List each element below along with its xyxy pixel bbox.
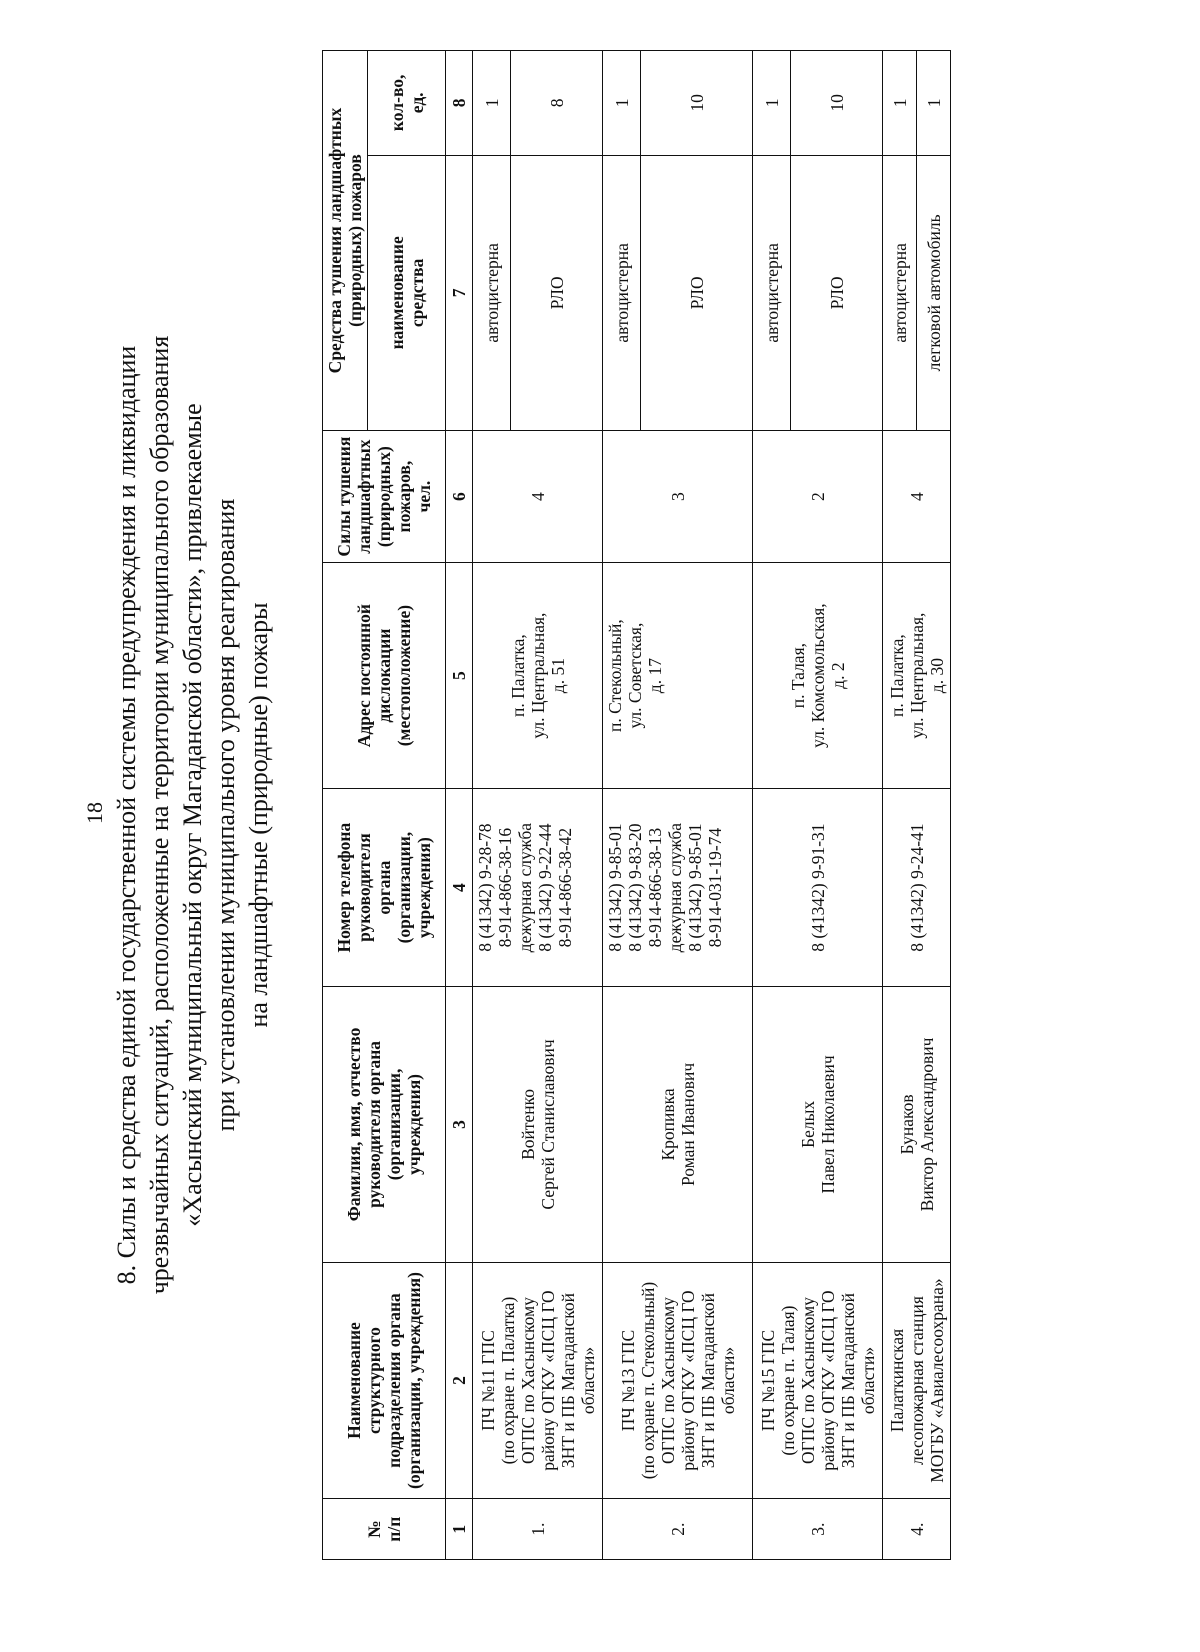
row-address: п. Палатка, ул. Центральная, д. 30 xyxy=(883,563,951,789)
title-line: «Хасынский муниципальный округ Магаданской области», привлекаемые xyxy=(178,403,207,1227)
row-phone: 8 (41342) 9-28-78 8-914-866-38-16 дежурная служба 8 (41342) 9-22-44 8-914-866-38-42 xyxy=(473,789,603,987)
row-means-name: РЛО xyxy=(791,155,883,430)
column-number: 3 xyxy=(446,987,473,1262)
row-means-name: автоцистерна xyxy=(473,155,511,430)
row-means-qty: 10 xyxy=(791,51,883,156)
table-row xyxy=(603,51,641,1560)
header-phone: Номер телефона руководителя органа (организации, учреждения) xyxy=(323,789,446,987)
page-number: 18 xyxy=(82,802,107,824)
row-means-qty: 1 xyxy=(753,51,791,156)
column-number: 4 xyxy=(446,789,473,987)
header-forces: Силы тушения ландшафтных (природных) пожаров, чел. xyxy=(323,431,446,563)
column-number: 2 xyxy=(446,1262,473,1499)
column-number: 1 xyxy=(446,1499,473,1560)
row-means-qty: 1 xyxy=(603,51,641,156)
row-forces: 3 xyxy=(603,431,753,563)
table-row xyxy=(473,51,511,1560)
title-line: чрезвычайных ситуаций, расположенные на территории муниципального образования xyxy=(145,335,174,1295)
row-means-name: РЛО xyxy=(511,155,603,430)
row-forces: 2 xyxy=(753,431,883,563)
row-means-name: РЛО xyxy=(641,155,753,430)
row-head: Войтенко Сергей Станиславович xyxy=(473,987,603,1262)
row-phone: 8 (41342) 9-91-31 xyxy=(753,789,883,987)
title-line: на ландшафтные (природные) пожары xyxy=(244,602,273,1028)
row-means-qty: 10 xyxy=(641,51,753,156)
header-means-qty: кол-во, ед. xyxy=(368,51,446,156)
row-forces: 4 xyxy=(473,431,603,563)
header-means-name: наименование средства xyxy=(368,155,446,430)
row-address: п. Стекольный, ул. Советская, д. 17 xyxy=(603,563,753,789)
row-phone: 8 (41342) 9-85-01 8 (41342) 9-83-20 8-914-866-38-13 дежурная служба 8 (41342) 9-85-01 8-914-031-19-74 xyxy=(603,789,753,987)
row-address: п. Талая, ул. Комсомольская, д. 2 xyxy=(753,563,883,789)
column-number: 8 xyxy=(446,51,473,156)
title-line: при установлении муниципального уровня реагирования xyxy=(211,498,240,1132)
row-means-name: автоцистерна xyxy=(883,155,917,430)
column-number: 7 xyxy=(446,155,473,430)
column-number: 6 xyxy=(446,431,473,563)
row-means-qty: 1 xyxy=(883,51,917,156)
row-means-name: легковой автомобиль xyxy=(917,155,951,430)
forces-table xyxy=(322,50,951,1560)
header-address: Адрес постоянной дислокации (местоположение) xyxy=(323,563,446,789)
row-means-name: автоцистерна xyxy=(603,155,641,430)
header-num: № п/п xyxy=(323,1499,446,1560)
row-head: Бунаков Виктор Александрович xyxy=(883,987,951,1262)
row-means-qty: 1 xyxy=(473,51,511,156)
row-address: п. Палатка, ул. Центральная, д. 51 xyxy=(473,563,603,789)
row-num: 1. xyxy=(473,1499,603,1560)
document-title xyxy=(110,35,275,1595)
column-number: 5 xyxy=(446,563,473,789)
header-unit: Наименование структурного подразделения органа (организации, учреждения) xyxy=(323,1262,446,1499)
row-phone: 8 (41342) 9-24-41 xyxy=(883,789,951,987)
row-head: Белых Павел Николаевич xyxy=(753,987,883,1262)
rotated-page-content xyxy=(110,35,1200,1595)
row-num: 3. xyxy=(753,1499,883,1560)
row-forces: 4 xyxy=(883,431,951,563)
row-num: 2. xyxy=(603,1499,753,1560)
table-row xyxy=(753,51,791,1560)
row-head: Кропивка Роман Иванович xyxy=(603,987,753,1262)
row-unit: ПЧ №11 ГПС (по охране п. Палатка) ОГПС по Хасынскому району ОГКУ «ПСЦ ГО ЗНТ и ПБ Магаданской области» xyxy=(473,1262,603,1499)
row-means-qty: 8 xyxy=(511,51,603,156)
row-unit: Палаткинская лесопожарная станция МОГБУ «Авиалесоохрана» xyxy=(883,1262,951,1499)
table-row xyxy=(883,51,917,1560)
row-means-name: автоцистерна xyxy=(753,155,791,430)
header-means-group: Средства тушения ландшафтных (природных) пожаров xyxy=(323,51,368,431)
title-line: 8. Силы и средства единой государственной системы предупреждения и ликвидации xyxy=(112,345,141,1285)
row-num: 4. xyxy=(883,1499,951,1560)
row-unit: ПЧ №13 ГПС (по охране п. Стекольный) ОГПС по Хасынскому району ОГКУ «ПСЦ ГО ЗНТ и ПБ Магаданской области» xyxy=(603,1262,753,1499)
row-unit: ПЧ №15 ГПС (по охране п. Талая) ОГПС по Хасынскому району ОГКУ «ПСЦ ГО ЗНТ и ПБ Магаданской области» xyxy=(753,1262,883,1499)
header-head: Фамилия, имя, отчество руководителя органа (организации, учреждения) xyxy=(323,987,446,1262)
row-means-qty: 1 xyxy=(917,51,951,156)
